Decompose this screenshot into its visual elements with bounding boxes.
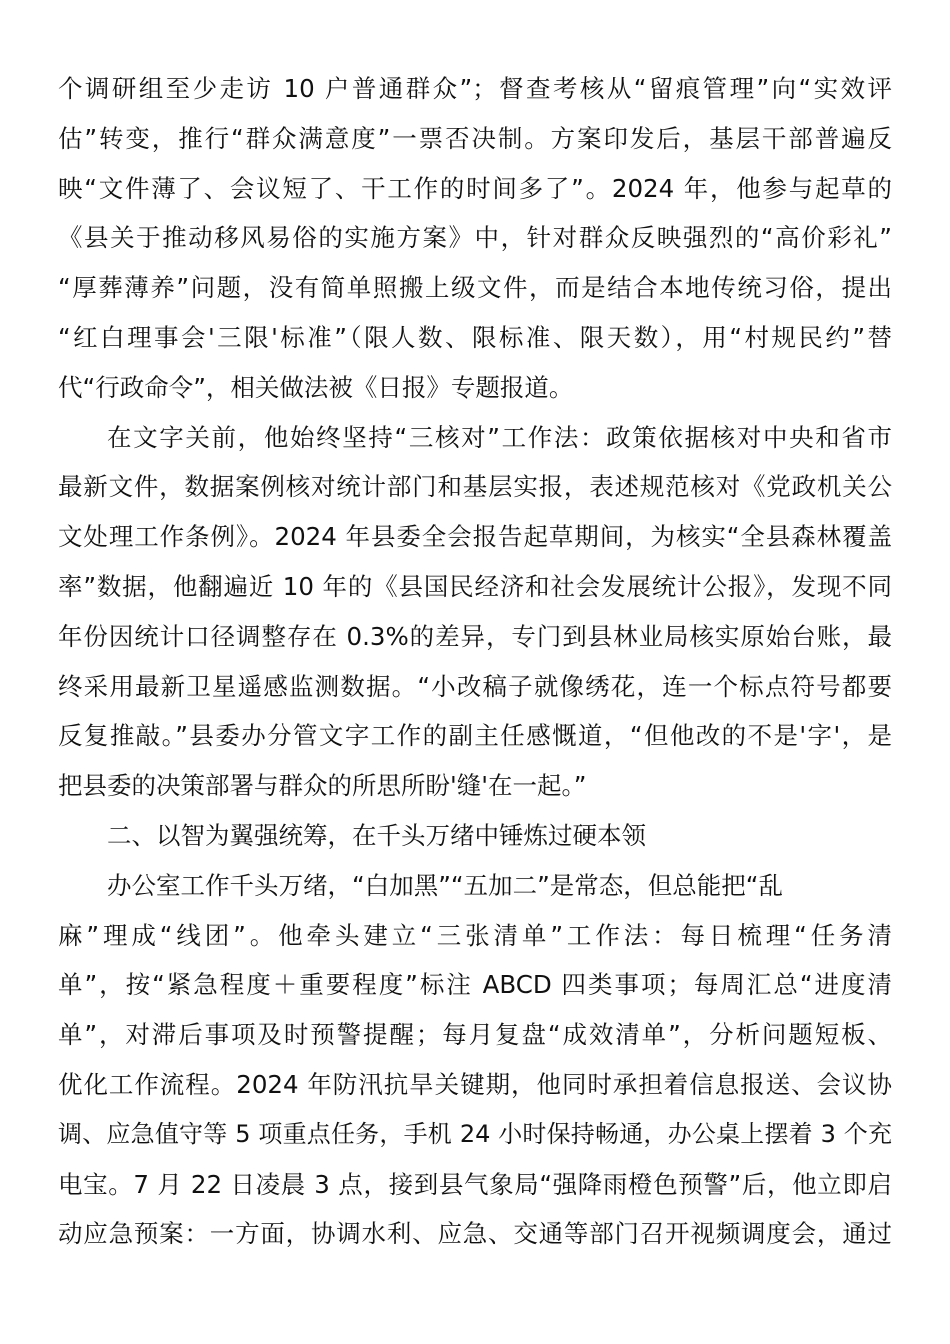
document-page xyxy=(58,64,892,1259)
text-line: 办公室工作千头万绪，“白加黑”“五加二”是常态，但总能把“乱 xyxy=(107,870,783,900)
text-line: 估”转变，推行“群众满意度”一票否决制。方案印发后，基层干部普遍反 xyxy=(58,123,892,153)
text-line: 单”，按“紧急程度＋重要程度”标注 ABCD 四类事项；每周汇总“进度清 xyxy=(58,970,892,1000)
text-line: 把县委的决策部署与群众的所思所盼'缝'在一起。” xyxy=(58,771,587,801)
text-line: 代“行政命令”，相关做法被《日报》专题报道。 xyxy=(58,372,574,402)
text-line: 调、应急值守等 5 项重点任务，手机 24 小时保持畅通，办公桌上摆着 3 个充 xyxy=(58,1119,892,1148)
text-line: 《县关于推动移风易俗的实施方案》中，针对群众反映强烈的“高价彩礼” xyxy=(58,223,892,253)
text-line: 终采用最新卫星遥感监测数据。“小改稿子就像绣花，连一个标点符号都要 xyxy=(58,671,892,701)
text-line: “厚葬薄养”问题，没有简单照搬上级文件，而是结合本地传统习俗，提出 xyxy=(58,273,892,303)
text-line: 个调研组至少走访 10 户普通群众”；督查考核从“留痕管理”向“实效评 xyxy=(58,74,892,103)
text-line: 率”数据，他翻遍近 10 年的《县国民经济和社会发展统计公报》，发现不同 xyxy=(58,571,892,601)
text-line: 单”，对滞后事项及时预警提醒；每月复盘“成效清单”，分析问题短板、 xyxy=(58,1020,892,1050)
text-line: 最新文件，数据案例核对统计部门和基层实报，表述规范核对《党政机关公 xyxy=(58,472,892,502)
text-line: 动应急预案：一方面，协调水利、应急、交通等部门召开视频调度会，通过 xyxy=(58,1219,892,1249)
text-line: 文处理工作条例》。2024 年县委全会报告起草期间，为核实“全县森林覆盖 xyxy=(58,522,892,552)
text-line: 电宝。7 月 22 日凌晨 3 点，接到县气象局“强降雨橙色预警”后，他立即启 xyxy=(58,1169,892,1199)
text-line: 在文字关前，他始终坚持“三核对”工作法：政策依据核对中央和省市 xyxy=(107,422,892,452)
text-line: 优化工作流程。2024 年防汛抗旱关键期，他同时承担着信息报送、会议协 xyxy=(58,1069,892,1099)
text-line: 映“文件薄了、会议短了、干工作的时间多了”。2024 年，他参与起草的 xyxy=(58,173,892,203)
text-line: 麻”理成“线团”。他牵头建立“三张清单”工作法：每日梳理“任务清 xyxy=(58,920,892,950)
section-heading: 二、以智为翼强统筹，在千头万绪中锤炼过硬本领 xyxy=(107,820,646,850)
text-line: 年份因统计口径调整存在 0.3%的差异，专门到县林业局核实原始台账，最 xyxy=(58,621,892,651)
text-line: 反复推敲。”县委办分管文字工作的副主任感慨道，“但他改的不是'字'，是 xyxy=(58,721,892,751)
text-line: “红白理事会'三限'标准”（限人数、限标准、限天数），用“村规民约”替 xyxy=(58,322,892,352)
